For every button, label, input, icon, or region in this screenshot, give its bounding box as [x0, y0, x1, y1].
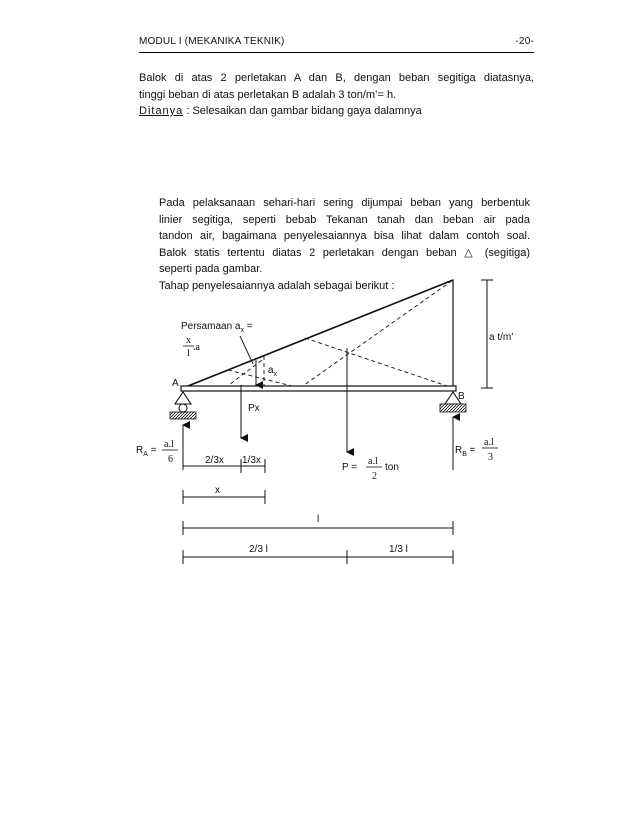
explanation-line-4b: (segitiga) [484, 246, 530, 259]
p-unit: ton [385, 462, 399, 473]
module-title: MODUL I (MEKANIKA TEKNIK) [139, 36, 285, 47]
persamaan-pointer [240, 336, 253, 364]
explanation-line-2: linier segitiga, seperti bebab Tekanan tanah dan beban air pada [159, 213, 530, 226]
explanation-line-6: Tahap penyelesaiannya adalah sebagai berikut : [159, 279, 395, 292]
frac-x-denominator: l [187, 348, 190, 359]
explanation-line-4a: Balok statis tertentu diatas 2 perletakan dengan beban [159, 246, 457, 259]
support-b-ground [440, 404, 466, 412]
support-a-ground [170, 412, 196, 419]
support-a-pin [175, 392, 191, 404]
two-third-x-label: 2/3x [205, 455, 224, 466]
explanation-line-1: Pada pelaksanaan sehari-hari sering dijumpai beban yang berbentuk [159, 197, 530, 209]
label-a: A [172, 378, 179, 389]
one-third-x-label: 1/3x [242, 455, 261, 466]
p-numerator: a.l [368, 456, 378, 467]
dashed-line-2 [305, 338, 453, 388]
ditanya-label: Ditanya [139, 105, 184, 117]
support-a-roller [179, 404, 187, 412]
ra-numerator: a.l [164, 439, 174, 450]
dashed-line-1 [300, 280, 453, 388]
dim-l-label: l [317, 514, 320, 525]
frac-x-tail: .a [193, 342, 200, 353]
explanation-line-3: tandon air, bagaimana penyelesaiannya bisa lihat dalam contoh soal. [159, 230, 530, 242]
p-label: P = [342, 462, 358, 473]
dim-x-label: x [215, 485, 220, 496]
p-denominator: 2 [372, 471, 377, 482]
triangle-symbol: △ [464, 246, 478, 259]
one-third-l-label: 1/3 l [389, 544, 408, 555]
ditanya-text: : Selesaikan dan gambar bidang gaya dalamnya [183, 105, 422, 117]
page-number: -20- [515, 36, 534, 47]
rb-denominator: 3 [488, 452, 493, 463]
ax-label: $a_x$ [268, 365, 278, 378]
load-top-edge [183, 280, 453, 388]
problem-line-2: tinggi beban di atas perletakan B adalah 3 ton/m’= h. [139, 88, 397, 101]
rb-label: $R_B$ = [455, 445, 476, 458]
label-b: B [458, 391, 465, 402]
ra-label: $R_A$ = [136, 445, 157, 458]
persamaan-label: Persamaan $a_x$ = [181, 321, 253, 334]
rb-numerator: a.l [484, 437, 494, 448]
problem-line-1: Balok di atas 2 perletakan A dan B, dengan beban segitiga diatasnya, [139, 72, 534, 84]
explanation-line-5: seperti pada gambar. [159, 263, 263, 275]
load-height-label: a t/m’ [489, 332, 514, 343]
px-label: Px [248, 403, 260, 414]
beam [181, 386, 456, 391]
ra-denominator: 6 [168, 454, 173, 465]
frac-x-numerator: x [186, 335, 191, 346]
two-third-l-label: 2/3 l [249, 544, 268, 555]
